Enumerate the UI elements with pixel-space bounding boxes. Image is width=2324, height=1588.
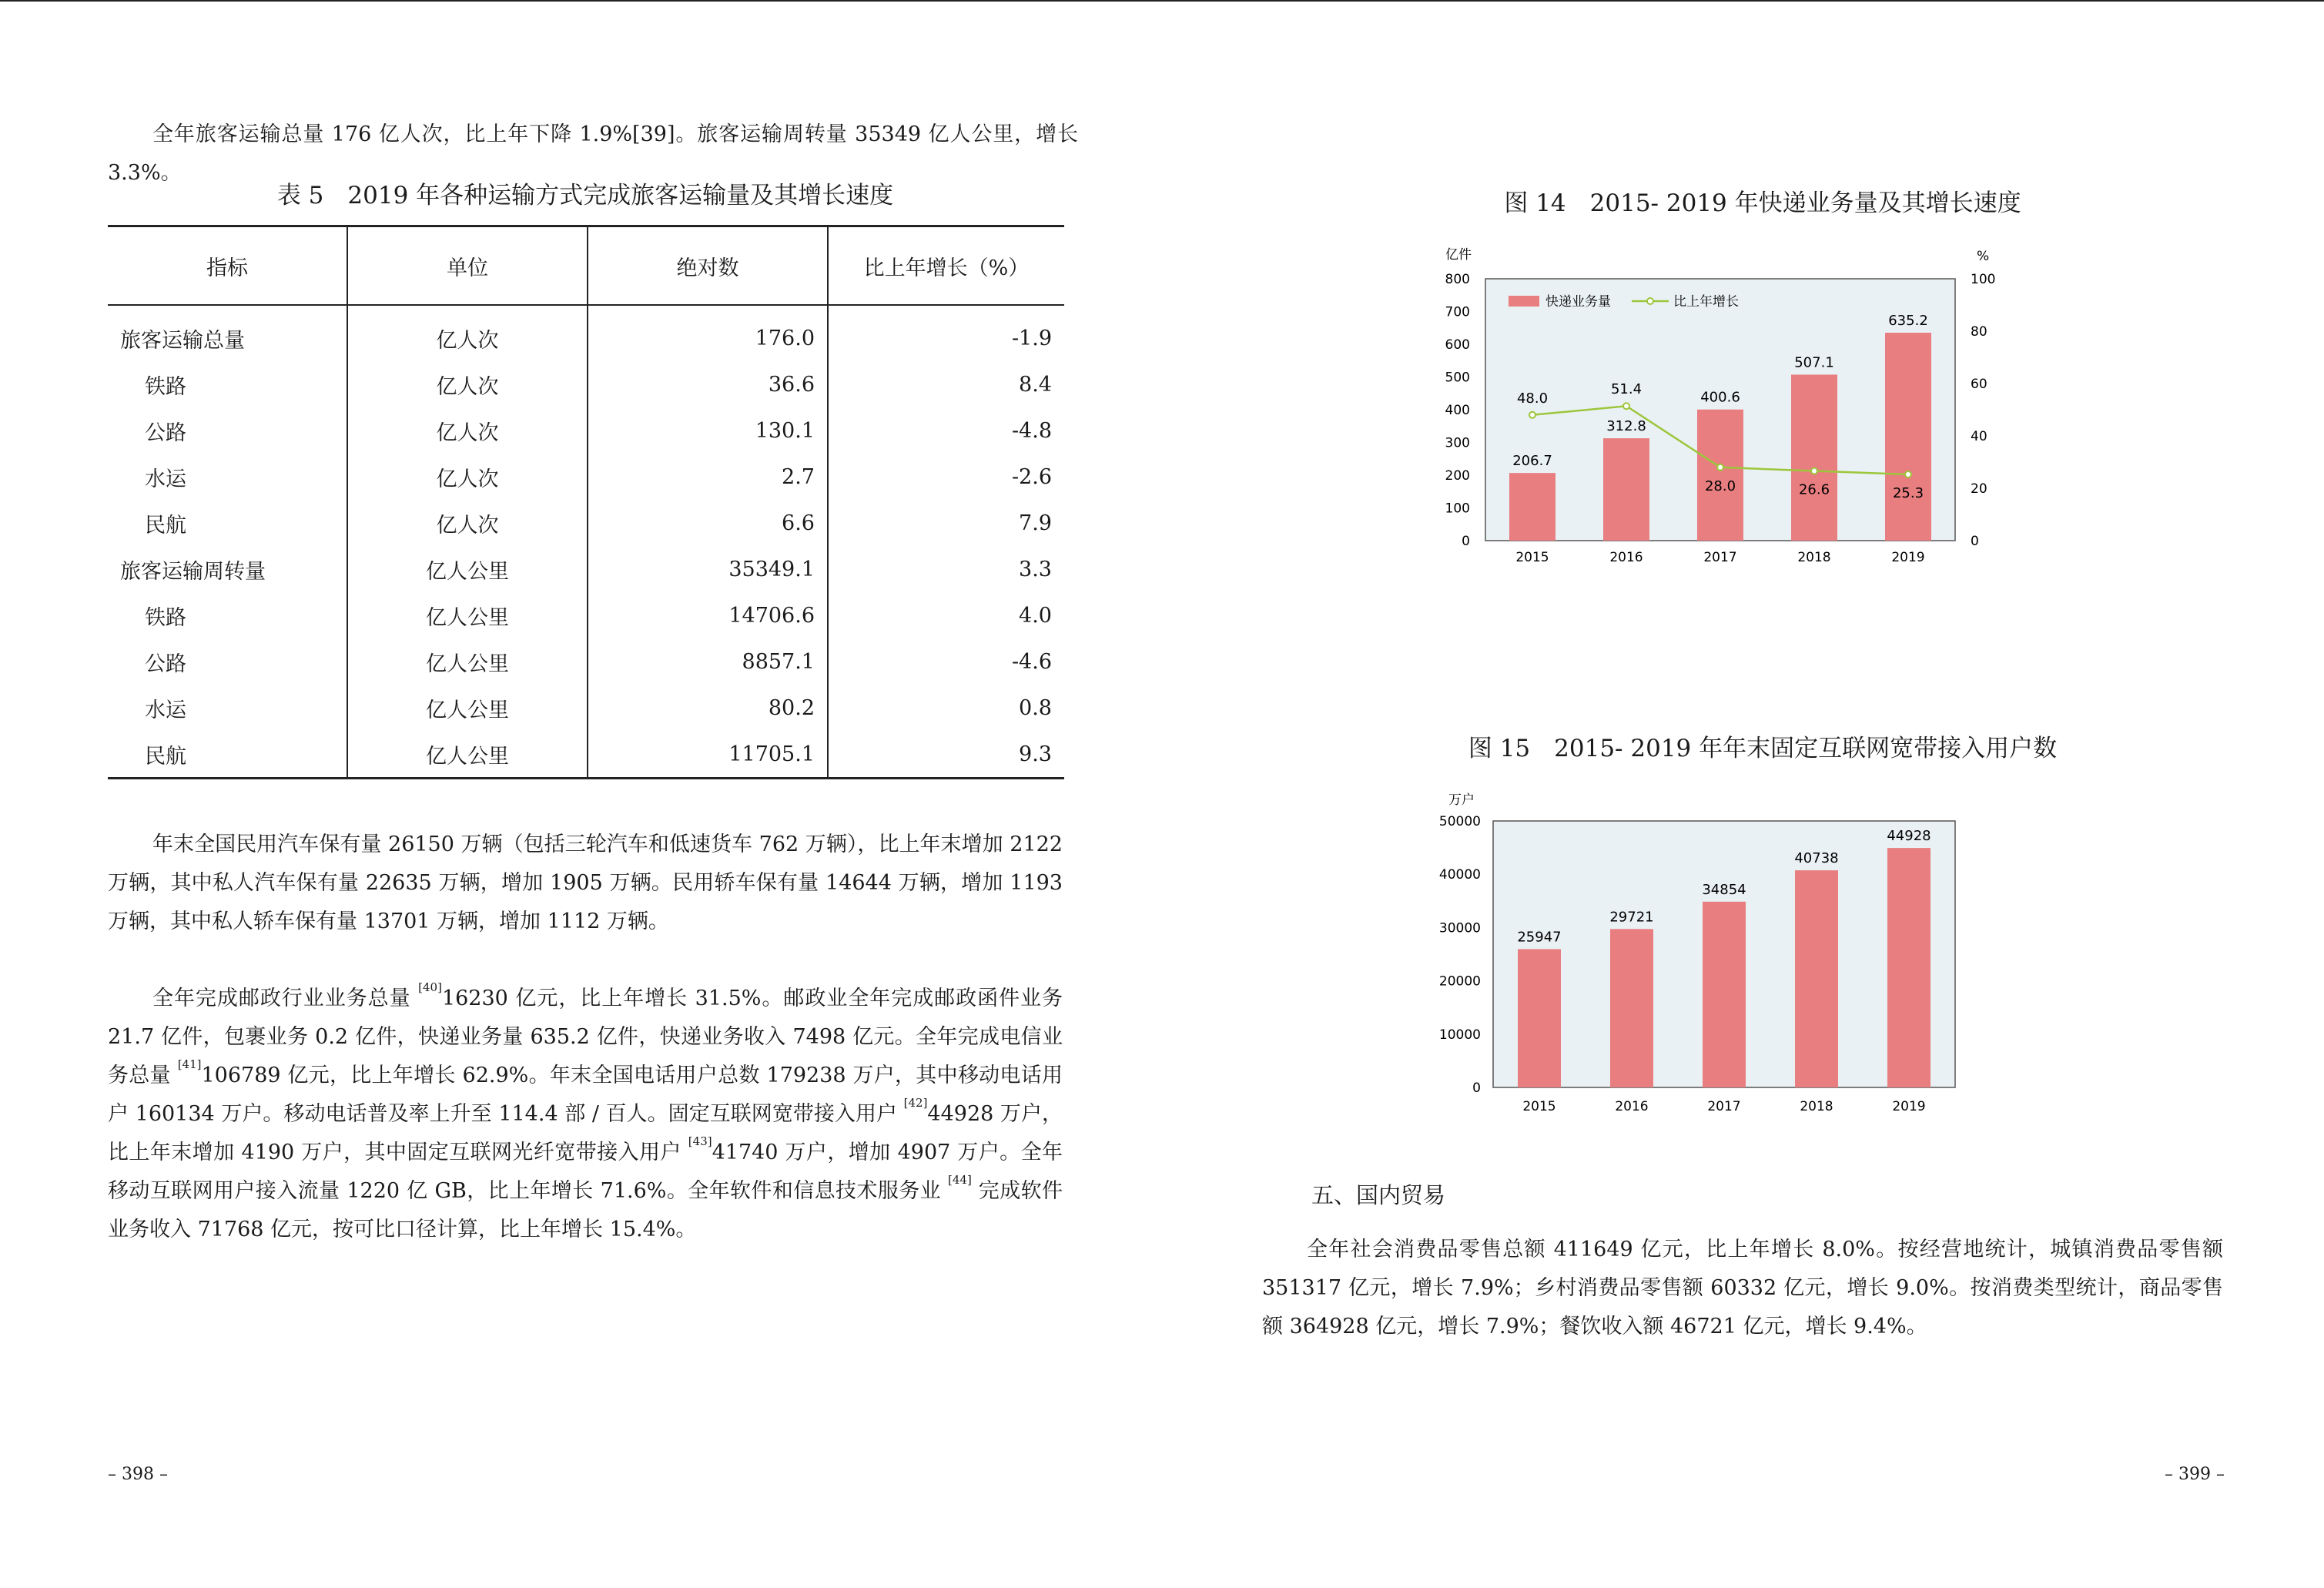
row-growth: 8.4 xyxy=(828,361,1064,407)
line-data-label: 48.0 xyxy=(1516,390,1549,407)
row-unit: 亿人次 xyxy=(347,305,588,361)
row-value: 2.7 xyxy=(588,454,828,500)
row-indicator: 公路 xyxy=(145,420,186,445)
row-value: 36.6 xyxy=(588,361,828,407)
y-axis-unit: 万户 xyxy=(1448,792,1475,808)
y-axis-unit: 亿件 xyxy=(1445,247,1472,263)
table-row xyxy=(108,305,1064,361)
post-text-2: 16230 亿元，比上年增长 31.5%。邮政业全年完成邮政函件业务 21.7 亿件，包裹业务 0.2 亿件，快递业务量 635.2 亿件，快递业务收入 7498 亿元。全年完成电信业务总量 xyxy=(108,987,1063,1087)
row-indicator: 铁路 xyxy=(145,605,186,630)
x-tick-label: 2017 xyxy=(1707,1099,1741,1114)
legend-label-bar: 快递业务量 xyxy=(1545,294,1611,310)
row-growth: 0.8 xyxy=(828,685,1064,731)
x-tick-label: 2019 xyxy=(1892,1099,1926,1114)
table-row xyxy=(108,685,1064,731)
table-body xyxy=(108,305,1064,779)
row-unit: 亿人公里 xyxy=(347,685,588,731)
footnote-41: [41] xyxy=(177,1057,202,1071)
row-unit: 亿人公里 xyxy=(347,638,588,685)
row-unit: 亿人公里 xyxy=(347,731,588,779)
row-growth: 3.3 xyxy=(828,546,1064,592)
legend-label-line: 比上年增长 xyxy=(1673,294,1739,310)
cars-text: 年末全国民用汽车保有量 26150 万辆（包括三轮汽车和低速货车 762 万辆），比上年末增加 2122 万辆，其中私人汽车保有量 22635 万辆，增加 1905 万辆。民用轿车保有量 14644 万辆，增加 1193 万辆，其中私人轿车保有量 13701 万辆，增加 1112 万辆。 xyxy=(108,833,1063,933)
y-tick-label: 0 xyxy=(1472,1080,1481,1096)
bar-data-label: 29721 xyxy=(1609,909,1654,926)
row-indicator: 旅客运输总量 xyxy=(120,328,245,353)
row-indicator: 铁路 xyxy=(145,374,186,399)
fig15-title: 图 15 2015- 2019 年年末固定互联网宽带接入用户数 xyxy=(1468,735,2058,762)
row-indicator: 民航 xyxy=(145,513,186,538)
x-tick-label: 2016 xyxy=(1615,1099,1649,1114)
legend-marker-line xyxy=(1647,298,1653,304)
bar-data-label: 44928 xyxy=(1887,828,1931,845)
y2-tick-label: 40 xyxy=(1971,429,1987,444)
line-data-label: 25.3 xyxy=(1892,484,1924,501)
table-row xyxy=(108,592,1064,638)
bar-data-label: 400.6 xyxy=(1700,389,1740,406)
y-tick-label: 30000 xyxy=(1438,920,1481,936)
row-value: 14706.6 xyxy=(588,592,828,638)
y2-tick-label: 60 xyxy=(1971,377,1987,392)
row-growth: 7.9 xyxy=(828,500,1064,546)
post-text-4: 44928 万户，比上年末增加 4190 万户，其中固定互联网光纤宽带接入用户 xyxy=(108,1102,1063,1164)
row-value: 35349.1 xyxy=(588,546,828,592)
footnote-43: [43] xyxy=(688,1134,712,1148)
cars-paragraph xyxy=(108,826,1063,941)
bar-data-label: 312.8 xyxy=(1606,418,1646,435)
section-title: 五、国内贸易 xyxy=(1311,1182,1446,1208)
post-text-6: 完成软件业务收入 71768 亿元，按可比口径计算，比上年增长 15.4%。 xyxy=(108,1179,1063,1241)
line-point xyxy=(1905,471,1911,477)
row-growth: 9.3 xyxy=(828,731,1064,779)
y-tick-label: 20000 xyxy=(1438,973,1481,990)
bar xyxy=(1518,949,1561,1087)
bar-data-label: 635.2 xyxy=(1888,313,1928,330)
bar-data-label: 507.1 xyxy=(1794,354,1834,371)
line-data-label: 51.4 xyxy=(1610,381,1643,398)
y-tick-label: 40000 xyxy=(1438,867,1481,883)
row-indicator: 旅客运输周转量 xyxy=(120,559,266,584)
row-growth: -1.9 xyxy=(828,305,1064,361)
bar-data-label: 34854 xyxy=(1702,881,1746,898)
bar xyxy=(1885,333,1931,541)
bar xyxy=(1791,374,1837,541)
y-tick-label: 500 xyxy=(1445,370,1470,386)
right-page xyxy=(1162,0,2324,1588)
row-value: 6.6 xyxy=(588,500,828,546)
line-point xyxy=(1717,464,1723,471)
y-tick-label: 800 xyxy=(1445,272,1470,287)
row-unit: 亿人公里 xyxy=(347,546,588,592)
row-indicator: 水运 xyxy=(145,698,186,722)
row-unit: 亿人公里 xyxy=(347,592,588,638)
page-number-left: – 398 – xyxy=(108,1465,168,1484)
line-data-label: 28.0 xyxy=(1704,477,1736,494)
post-telecom-text xyxy=(108,980,1063,1249)
y2-tick-label: 80 xyxy=(1971,324,1987,340)
post-text-3: 106789 亿元，比上年增长 62.9%。年末全国电话用户总数 179238 万户，其中移动电话用户 160134 万户。移动电话普及率上升至 114.4 部 / 百人。固定互联网宽带接入用户 xyxy=(108,1064,1063,1126)
table-row xyxy=(108,407,1064,454)
x-tick-label: 2017 xyxy=(1703,550,1737,565)
passenger-transport-table xyxy=(108,225,1064,779)
table-header-row xyxy=(108,226,1064,306)
row-growth: 4.0 xyxy=(828,592,1064,638)
x-tick-label: 2015 xyxy=(1515,550,1549,565)
trade-paragraph xyxy=(1262,1231,2223,1346)
row-unit: 亿人次 xyxy=(347,500,588,546)
post-text-5: 41740 万户，增加 4907 万户。全年移动互联网用户接入流量 1220 亿 GB，比上年增长 71.6%。全年软件和信息技术服务业 xyxy=(108,1141,1063,1203)
footnote-40: [40] xyxy=(418,980,442,994)
bar xyxy=(1610,929,1653,1087)
y-tick-label: 0 xyxy=(1462,534,1470,549)
y-tick-label: 100 xyxy=(1445,501,1470,517)
x-tick-label: 2018 xyxy=(1797,550,1831,565)
x-tick-label: 2018 xyxy=(1800,1099,1833,1114)
row-value: 11705.1 xyxy=(588,731,828,779)
row-indicator: 民航 xyxy=(108,731,347,779)
table-row xyxy=(108,500,1064,546)
bar-data-label: 40738 xyxy=(1794,850,1839,867)
bar xyxy=(1703,902,1746,1087)
row-indicator: 水运 xyxy=(145,467,186,491)
bar-data-label: 206.7 xyxy=(1512,453,1552,470)
y-tick-label: 300 xyxy=(1445,435,1470,451)
y2-tick-label: 20 xyxy=(1971,481,1987,497)
y2-axis-unit: % xyxy=(1977,249,1990,264)
page-number-right: – 399 – xyxy=(2165,1465,2225,1484)
bar xyxy=(1603,438,1649,541)
row-value: 8857.1 xyxy=(588,638,828,685)
header-growth: 比上年增长（%） xyxy=(828,226,1064,306)
bar xyxy=(1697,410,1743,541)
x-tick-label: 2015 xyxy=(1522,1099,1556,1114)
table-row xyxy=(108,361,1064,407)
row-unit: 亿人次 xyxy=(347,407,588,454)
table-row xyxy=(108,454,1064,500)
bar-data-label: 25947 xyxy=(1517,929,1562,946)
intro-text: 全年旅客运输总量 176 亿人次，比上年下降 1.9%[39]。旅客运输周转量 35349 亿人公里，增长 3.3%。 xyxy=(108,122,1078,185)
x-tick-label: 2019 xyxy=(1891,550,1925,565)
line-point xyxy=(1529,412,1535,418)
y2-tick-label: 0 xyxy=(1971,534,1979,549)
legend-swatch-bar xyxy=(1509,296,1539,307)
table-row xyxy=(108,731,1064,779)
line-point xyxy=(1623,403,1629,409)
x-tick-label: 2016 xyxy=(1609,550,1643,565)
header-unit: 单位 xyxy=(347,226,588,306)
row-value: 176.0 xyxy=(588,305,828,361)
table-title: 表 5 2019 年各种运输方式完成旅客运输量及其增长速度 xyxy=(276,182,894,209)
header-absolute: 绝对数 xyxy=(588,226,828,306)
fig14-title: 图 14 2015- 2019 年快递业务量及其增长速度 xyxy=(1504,189,2021,217)
y-tick-label: 200 xyxy=(1445,468,1470,484)
footnote-44: [44] xyxy=(948,1173,972,1187)
table-row xyxy=(108,546,1064,592)
y-tick-label: 10000 xyxy=(1438,1027,1481,1043)
trade-text: 全年社会消费品零售总额 411649 亿元，比上年增长 8.0%。按经营地统计，城镇消费品零售额 351317 亿元，增长 7.9%；乡村消费品零售额 60332 亿元，增长 9.0%。按消费类型统计，商品零售额 364928 亿元，增长 7.9%；餐饮收入额 46721 亿元，增长 9.4%。 xyxy=(1262,1238,2223,1338)
row-unit: 亿人次 xyxy=(347,454,588,500)
y2-tick-label: 100 xyxy=(1971,272,1996,287)
row-indicator: 公路 xyxy=(145,652,186,676)
line-data-label: 26.6 xyxy=(1798,481,1830,498)
bar xyxy=(1795,870,1838,1087)
header-indicator: 指标 xyxy=(108,226,347,306)
broadband-users-chart xyxy=(1424,789,2040,1120)
line-point xyxy=(1811,468,1817,474)
y-tick-label: 400 xyxy=(1445,403,1470,418)
row-unit: 亿人次 xyxy=(347,361,588,407)
post-text-1: 全年完成邮政行业业务总量 xyxy=(152,987,419,1010)
table-row xyxy=(108,638,1064,685)
y-tick-label: 700 xyxy=(1445,304,1470,320)
row-growth: -2.6 xyxy=(828,454,1064,500)
express-delivery-chart xyxy=(1424,243,2040,567)
bar xyxy=(1509,473,1555,541)
row-growth: -4.6 xyxy=(828,638,1064,685)
bar xyxy=(1887,848,1931,1087)
footnote-42: [42] xyxy=(903,1096,928,1110)
y-tick-label: 50000 xyxy=(1438,814,1481,829)
post-telecom-paragraph xyxy=(108,980,1063,1249)
row-value: 130.1 xyxy=(588,407,828,454)
row-value: 80.2 xyxy=(588,685,828,731)
row-growth: -4.8 xyxy=(828,407,1064,454)
y-tick-label: 600 xyxy=(1445,337,1470,353)
